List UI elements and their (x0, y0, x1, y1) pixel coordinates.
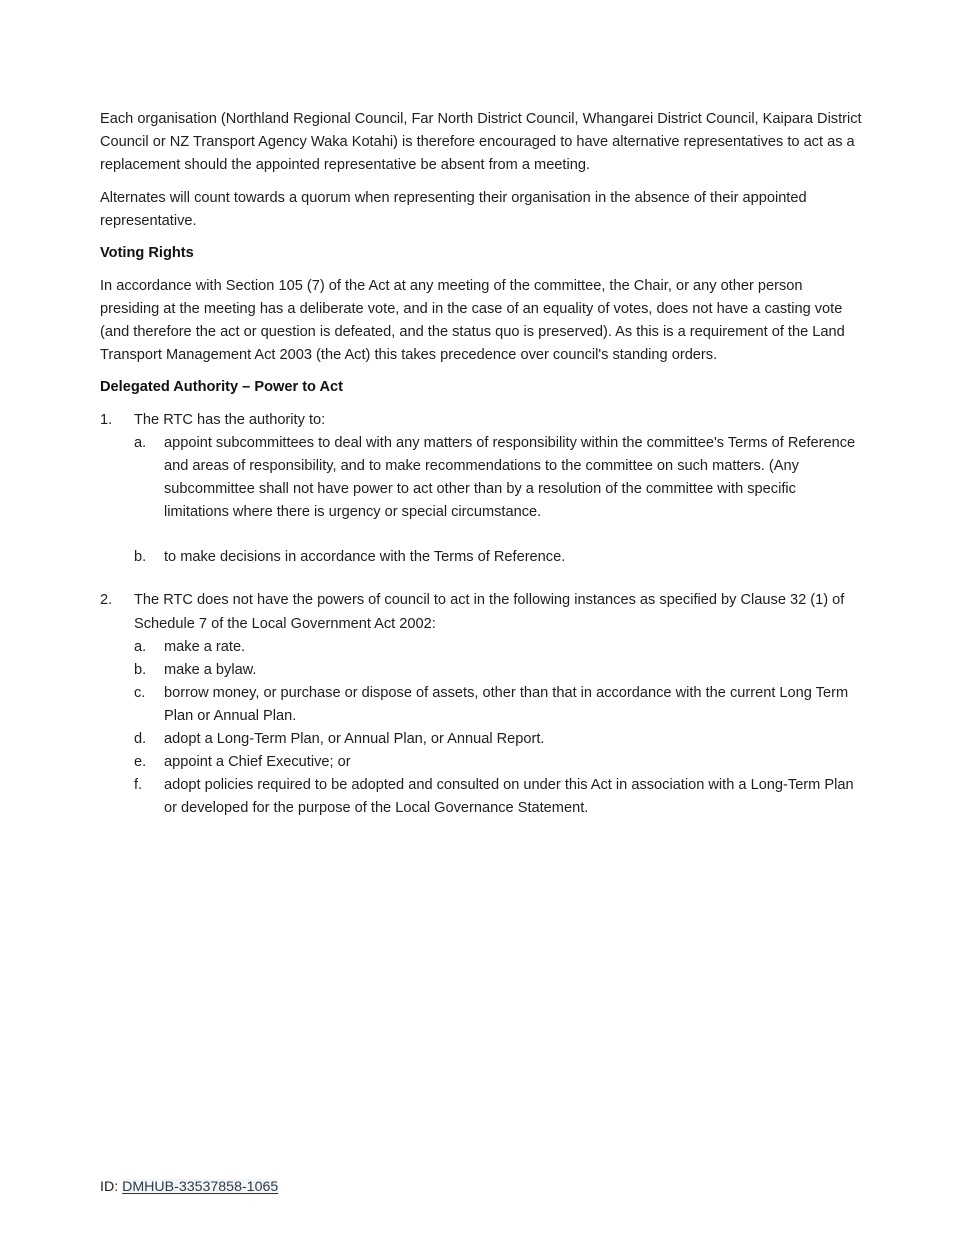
sub-item-1b-text: to make decisions in accordance with the Terms of Reference. (164, 549, 566, 566)
heading-voting-rights: Voting Rights (100, 245, 194, 262)
sub-item-2e-marker: e. (134, 753, 147, 770)
numbered-item-2-text: The RTC does not have the powers of council to act in the following instances as specified by Clause 32 (1) of Schedule 7 of the Local Government Act 2002: (134, 592, 845, 632)
sub-item-1a-text: appoint subcommittees to deal with any matters of responsibility within the committee's Terms of Reference and areas of responsibility, and to make recommendations to the committee on such matters. (Any subcommittee shall not have power to act other than by a resolution of the committee with specific limitations where there is urgency or special circumstance. (164, 435, 856, 521)
sub-item-2d-text: adopt a Long-Term Plan, or Annual Plan, or Annual Report. (164, 730, 545, 747)
paragraph-each-organisation: Each organisation (Northland Regional Council, Far North District Council, Whangarei District Council, Kaipara District Council or NZ Transport Agency Waka Kotahi) is therefore encouraged to have alternative representatives to act as a replacement should the appointed representative be absent from a meeting. (100, 111, 862, 174)
sub-item-2c (134, 682, 864, 728)
sub-item-1a (134, 432, 864, 524)
sub-item-2b-text: make a bylaw. (164, 661, 257, 678)
paragraph-voting-rights: In accordance with Section 105 (7) of the Act at any meeting of the committee, the Chair, or any other person presiding at the meeting has a deliberate vote, and in the case of an equality of votes, does not have a casting vote (and therefore the act or question is defeated, and the status quo is preserved). As this is a requirement of the Land Transport Management Act 2003 (the Act) this takes precedence over council's standing orders. (100, 278, 845, 364)
sub-item-2d (134, 728, 864, 751)
sub-item-2b (134, 659, 864, 682)
sub-item-1a-marker: a. (134, 435, 147, 452)
sub-item-2e-text: appoint a Chief Executive; or (164, 753, 351, 770)
sub-item-2f (134, 774, 864, 820)
numbered-item-2-marker: 2. (100, 592, 113, 609)
sub-item-2a-marker: a. (134, 638, 147, 655)
sub-item-2d-marker: d. (134, 730, 147, 747)
list-spacer (100, 571, 864, 589)
sub-item-2a (134, 636, 864, 659)
numbered-item-1-marker: 1. (100, 412, 113, 429)
footer-document-id (100, 1178, 278, 1198)
heading-delegated-authority: Delegated Authority – Power to Act (100, 379, 343, 396)
numbered-item-1-sublist (134, 432, 864, 569)
sub-item-2c-marker: c. (134, 684, 146, 701)
sub-item-2f-text: adopt policies required to be adopted and consulted on under this Act in association with a Long-Term Plan or developed for the purpose of the Local Governance Statement. (164, 776, 854, 816)
sub-item-2b-marker: b. (134, 661, 147, 678)
numbered-item-2 (100, 589, 864, 819)
numbered-item-1-text: The RTC has the authority to: (134, 412, 326, 429)
numbered-item-2-sublist (134, 636, 864, 820)
footer-id-link[interactable]: DMHUB-33537858-1065 (122, 1179, 279, 1195)
document-body (100, 108, 864, 822)
footer-id-label: ID: (100, 1179, 119, 1195)
sub-item-2c-text: borrow money, or purchase or dispose of assets, other than that in accordance with the current Long Term Plan or Annual Plan. (164, 684, 849, 724)
sub-item-1b-marker: b. (134, 549, 147, 566)
delegated-authority-list (100, 409, 864, 820)
sub-item-2a-text: make a rate. (164, 638, 246, 655)
paragraph-alternates-quorum: Alternates will count towards a quorum when representing their organisation in the absence of their appointed representative. (100, 190, 807, 230)
numbered-item-1 (100, 409, 864, 569)
sub-item-1b (134, 546, 864, 569)
sub-item-2f-marker: f. (134, 776, 143, 793)
sub-item-2e (134, 751, 864, 774)
